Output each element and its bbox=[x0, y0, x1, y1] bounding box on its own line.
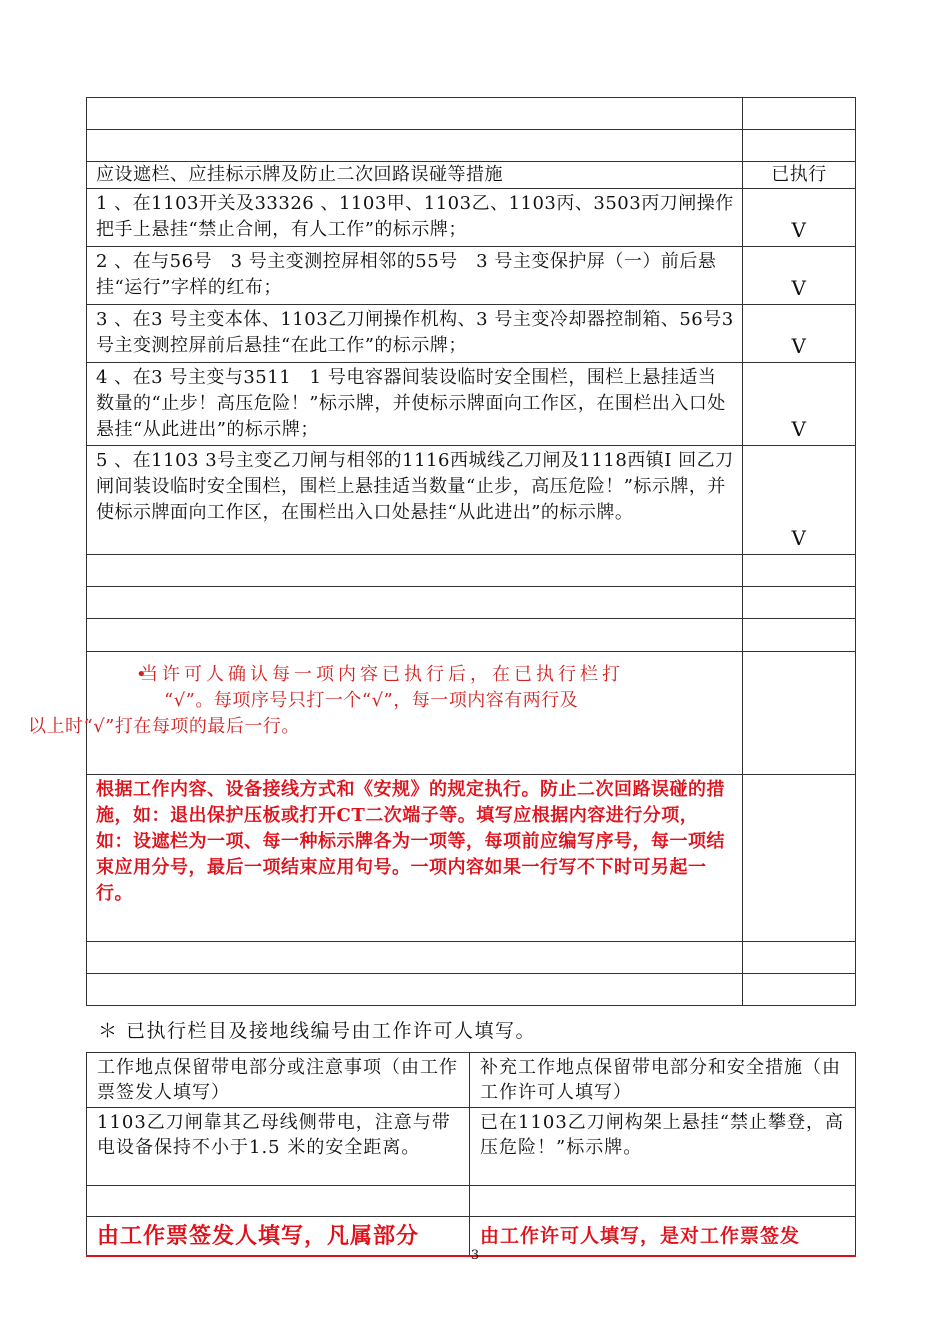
left-content: 1103乙刀闸靠其乙母线侧带电，注意与带电设备保持不小于1.5 米的安全距离。 bbox=[87, 1108, 470, 1186]
table-row bbox=[87, 942, 856, 974]
page-number: 3 bbox=[470, 1248, 480, 1263]
filling-rules-note: 根据工作内容、设备接线方式和《安规》的规定执行。防止二次回路误碰的措施，如：退出保护压板或打开CT二次端子等。填写应根据内容进行分项，如：设遮栏为一项、每一种标示牌各为一项等，每项前应编写序号，每一项结束应用分号，最后一项结束应用句号。一项内容如果一行写不下时可另起一行。 bbox=[87, 775, 743, 942]
table-row bbox=[87, 1108, 856, 1186]
executed-mark: V bbox=[791, 526, 807, 550]
empty-cell bbox=[743, 652, 856, 775]
executed-mark-cell bbox=[743, 305, 856, 363]
measure-item-text: 1 、在1103开关及33326 、1103甲、1103乙、1103丙、3503丙刀闸操作把手上悬挂“禁止合闸，有人工作”的标示牌； bbox=[87, 189, 743, 247]
measure-item-text: 5 、在1103 3号主变乙刀闸与相邻的1116西城线乙刀闸及1118西镇I 回乙刀闸间装设临时安全围栏，围栏上悬挂适当数量“止步，高压危险！”标示牌，并使标示牌面向工作区，在围栏出入口处悬挂“从此进出”的标示牌。 bbox=[87, 446, 743, 555]
measure-item-text: 2 、在与56号 3 号主变测控屏相邻的55号 3 号主变保护屏（一）前后悬挂“运行”字样的红布； bbox=[87, 247, 743, 305]
empty-cell bbox=[743, 587, 856, 619]
right-content: 已在1103乙刀闸构架上悬挂“禁止攀登，高压危险！”标示牌。 bbox=[470, 1108, 856, 1186]
empty-cell bbox=[87, 1186, 470, 1217]
measure-item-text: 3 、在3 号主变本体、1103乙刀闸操作机构、3 号主变冷却器控制箱、56号3 号主变测控屏前后悬挂“在此工作”的标示牌； bbox=[87, 305, 743, 363]
empty-cell bbox=[743, 98, 856, 130]
empty-cell bbox=[470, 1186, 856, 1217]
empty-cell bbox=[743, 619, 856, 652]
table-row bbox=[87, 555, 856, 587]
empty-cell bbox=[87, 587, 743, 619]
measure-item-text: 4 、在3 号主变与3511 1 号电容器间装设临时安全围栏，围栏上悬挂适当数量的“止步！高压危险！”标示牌，并使标示牌面向工作区，在围栏出入口处悬挂“从此进出”的标示牌； bbox=[87, 363, 743, 446]
right-column-header: 补充工作地点保留带电部分和安全措施（由工作许可人填写） bbox=[470, 1053, 856, 1108]
table-header-row bbox=[87, 162, 856, 189]
executed-mark: V bbox=[791, 334, 807, 358]
instruction-line: 以上时“√”打在每项的最后一行。 bbox=[28, 716, 300, 737]
empty-cell bbox=[743, 555, 856, 587]
table-row bbox=[87, 247, 856, 305]
empty-cell bbox=[87, 98, 743, 130]
table-row bbox=[87, 974, 856, 1006]
execution-instruction-note bbox=[28, 652, 743, 775]
empty-cell bbox=[87, 619, 743, 652]
executed-mark: V bbox=[791, 276, 807, 300]
right-instruction-note: 由工作许可人填写，是对工作票签发 bbox=[470, 1217, 856, 1257]
empty-cell bbox=[87, 974, 743, 1006]
table-row bbox=[87, 1186, 856, 1217]
table-row bbox=[87, 619, 856, 652]
executed-header-label: 已执行 bbox=[743, 162, 856, 189]
empty-cell bbox=[743, 974, 856, 1006]
table-row bbox=[87, 446, 856, 555]
instruction-line: “√”。每项序号只打一个“√”，每一项内容有两行及 bbox=[164, 690, 579, 711]
empty-cell bbox=[87, 130, 743, 162]
executed-mark: V bbox=[791, 218, 807, 242]
empty-cell bbox=[743, 130, 856, 162]
executed-mark-cell bbox=[743, 363, 856, 446]
live-parts-table bbox=[86, 1052, 856, 1257]
table-row bbox=[87, 98, 856, 130]
executed-mark-cell bbox=[743, 446, 856, 555]
left-instruction-note: 由工作票签发人填写，凡属部分 bbox=[87, 1217, 470, 1257]
table-row bbox=[87, 305, 856, 363]
table-row bbox=[87, 189, 856, 247]
empty-cell bbox=[743, 942, 856, 974]
footnote: ＊ 已执行栏目及接地线编号由工作许可人填写。 bbox=[98, 1020, 537, 1042]
left-column-header: 工作地点保留带电部分或注意事项（由工作票签发人填写） bbox=[87, 1053, 470, 1108]
table-row bbox=[87, 130, 856, 162]
empty-cell bbox=[87, 942, 743, 974]
executed-mark-cell bbox=[743, 189, 856, 247]
table-row bbox=[87, 775, 856, 942]
empty-cell bbox=[743, 775, 856, 942]
instruction-line: • 当许可人确认每一项内容已执行后，在已执行栏打 bbox=[96, 662, 734, 688]
table-row bbox=[87, 652, 856, 775]
executed-mark-cell bbox=[743, 247, 856, 305]
measures-header-label: 应设遮栏、应挂标示牌及防止二次回路误碰等措施 bbox=[87, 162, 743, 189]
table-row bbox=[87, 587, 856, 619]
table-header-row bbox=[87, 1053, 856, 1108]
executed-mark: V bbox=[791, 417, 807, 441]
empty-cell bbox=[87, 555, 743, 587]
table-row bbox=[87, 363, 856, 446]
safety-measures-table bbox=[28, 97, 856, 1006]
